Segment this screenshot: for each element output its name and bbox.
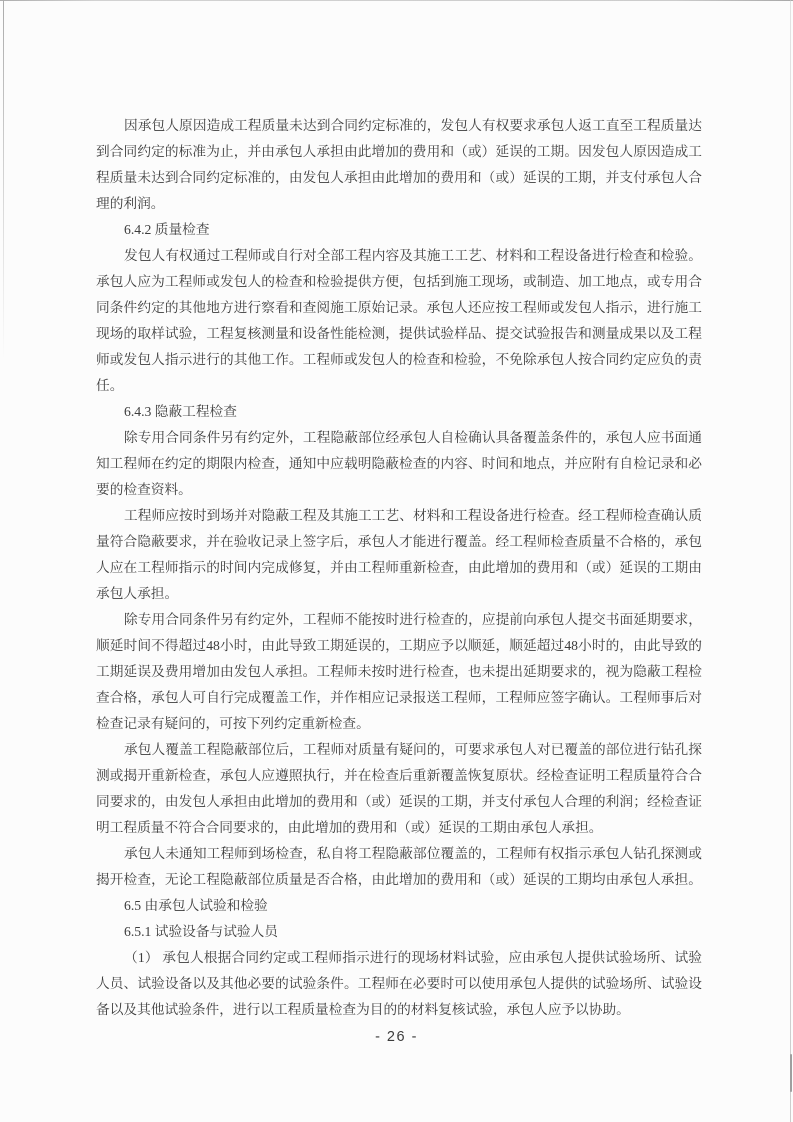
text-line: 现场的取样试验，工程复核测量和设备性能检测，提供试验样品、提交试验报告和测量成果以及工程 [96,326,702,341]
text-line: 任。 [96,378,124,393]
text-line: 承包人承担。 [96,586,179,601]
text-line: 揭开检查，无论工程隐蔽部位质量是否合格，由此增加的费用和（或）延误的工期均由承包人承担。 [96,872,702,887]
text-line: 量符合隐蔽要求，并在验收记录上签字后，承包人才能进行覆盖。经工程师检查质量不合格的，承包 [96,534,702,549]
text-line: 师或发包人指示进行的其他工作。工程师或发包人的检查和检验，不免除承包人按合同约定应负的责 [96,352,702,367]
text-line: 同要求的，由发包人承担由此增加的费用和（或）延误的工期，并支付承包人合理的利润；经检查证 [96,794,702,809]
text-line: 承包人覆盖工程隐蔽部位后，工程师对质量有疑问的，可要求承包人对已覆盖的部位进行钻孔探 [124,742,702,757]
text-line: 因承包人原因造成工程质量未达到合同约定标准的，发包人有权要求承包人返工直至工程质量达 [124,118,702,133]
text-line: 人员、试验设备以及其他必要的试验条件。工程师在必要时可以使用承包人提供的试验场所、试验设 [96,976,702,991]
page-number: - 26 - [375,1029,418,1045]
text-line: 承包人应为工程师或发包人的检查和检验提供方便，包括到施工现场，或制造、加工地点，或专用合 [96,274,702,289]
text-line: 明工程质量不符合合同要求的，由此增加的费用和（或）延误的工期由承包人承担。 [96,820,603,835]
text-line: 承包人未通知工程师到场检查，私自将工程隐蔽部位覆盖的，工程师有权指示承包人钻孔探测或 [124,846,702,861]
text-line: 顺延时间不得超过48小时，由此导致工期延误的，工期应予以顺延，顺延超过48小时的，由此导致的 [96,638,702,653]
text-line: 工程师应按时到场并对隐蔽工程及其施工工艺、材料和工程设备进行检查。经工程师检查确认质 [124,508,702,523]
text-line: 要的检查资料。 [96,482,192,497]
heading-line: 6.5 由承包人试验和检验 [124,898,268,913]
heading-line: 6.4.3 隐蔽工程检查 [124,404,237,419]
text-line: 检查记录有疑问的，可按下列约定重新检查。 [96,716,370,731]
scan-edge-left [3,0,4,360]
text-line: 除专用合同条件另有约定外，工程师不能按时进行检查的，应提前向承包人提交书面延期要求， [124,612,702,627]
scan-edge-top [0,0,793,1]
text-line: 备以及其他试验条件，进行以工程质量检查为目的的材料复核试验，承包人应予以协助。 [96,1002,630,1017]
text-line: 人应在工程师指示的时间内完成修复，并由工程师重新检查，由此增加的费用和（或）延误的工期由 [96,560,702,575]
text-line: 工期延误及费用增加由发包人承担。工程师未按时进行检查，也未提出延期要求的，视为隐蔽工程检 [96,664,702,679]
text-line: 查合格，承包人可自行完成覆盖工作，并作相应记录报送工程师，工程师应签字确认。工程师事后对 [96,690,702,705]
text-line: 发包人有权通过工程师或自行对全部工程内容及其施工工艺、材料和工程设备进行检查和检验。 [124,248,702,263]
text-line: 到合同约定的标准为止，并由承包人承担由此增加的费用和（或）延误的工期。因发包人原因造成工 [96,144,702,159]
heading-line: 6.4.2 质量检查 [124,222,210,237]
text-line: 除专用合同条件另有约定外，工程隐蔽部位经承包人自检确认具备覆盖条件的，承包人应书面通 [124,430,702,445]
text-block [96,113,702,1023]
scan-mark-right [790,1054,792,1092]
text-line: 程质量未达到合同约定标准的，由发包人承担由此增加的费用和（或）延误的工期，并支付承包人合 [96,170,702,185]
text-line: 同条件约定的其他地方进行察看和查阅施工原始记录。承包人还应按工程师或发包人指示，进行施工 [96,300,702,315]
heading-line: 6.5.1 试验设备与试验人员 [124,924,278,939]
text-line: 测或揭开重新检查，承包人应遵照执行，并在检查后重新覆盖恢复原状。经检查证明工程质量符合合 [96,768,702,783]
text-line: 理的利润。 [96,196,165,211]
text-line: 知工程师在约定的期限内检查，通知中应载明隐蔽检查的内容、时间和地点，并应附有自检记录和必 [96,456,702,471]
scan-edge-right [790,0,791,1122]
text-line: （1） 承包人根据合同约定或工程师指示进行的现场材料试验，应由承包人提供试验场所、试验 [124,950,702,965]
